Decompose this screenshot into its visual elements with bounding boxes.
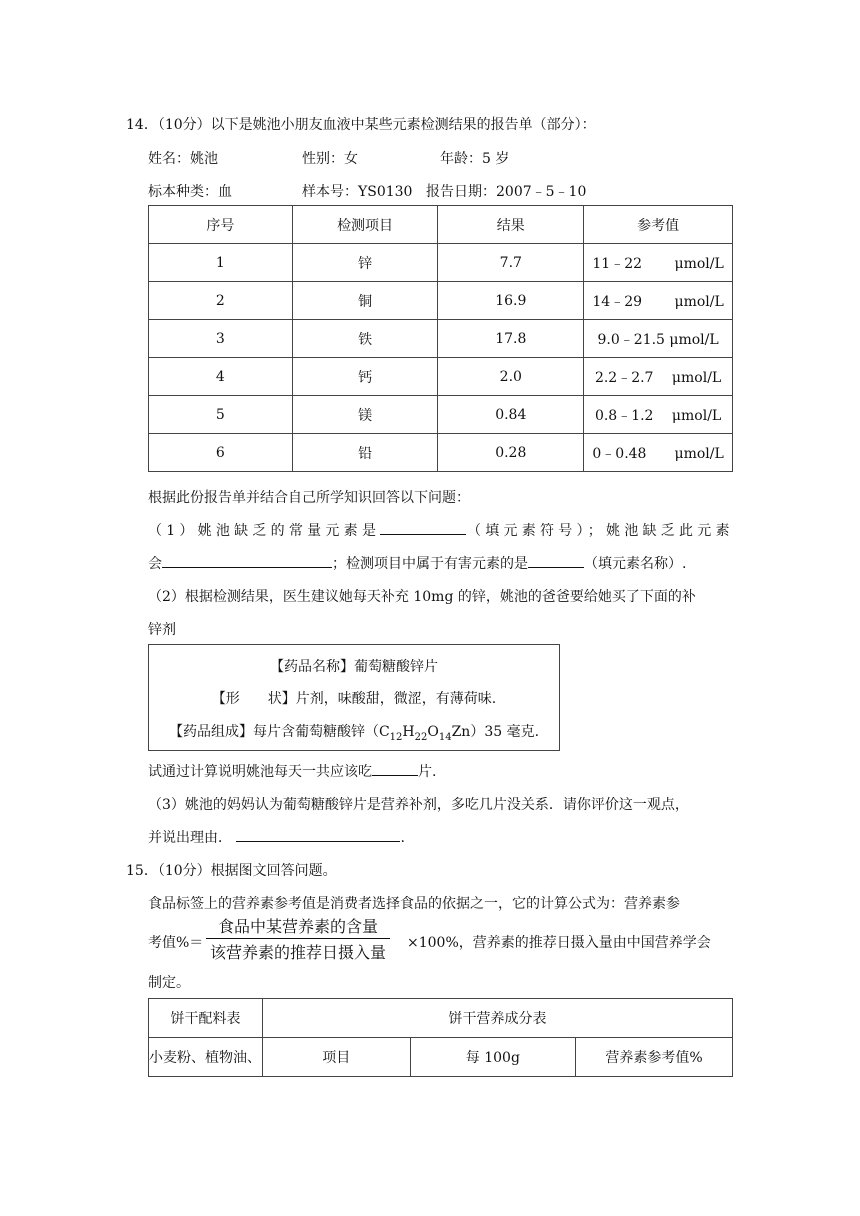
q14-part3-line2 [148,827,405,847]
sample-type: 标本种类：血 [148,184,232,200]
part1-text-a: （1）姚池缺乏的常量元素是 [148,523,381,539]
cell-item: 铁 [292,320,438,358]
cell-no: 6 [149,434,293,472]
cell-no: 4 [149,358,293,396]
part1-text-b: （填元素符号）；姚池缺乏此元素 [466,523,733,539]
formula-denominator: 该营养素的推荐日摄入量 [210,943,387,962]
cell-result: 2.0 [438,358,584,396]
header-reference: 参考值 [584,206,733,244]
nutrient-formula-fraction [206,914,390,963]
q15-formula-post: ×100%，营养素的推荐日摄入量由中国营养学会 [407,935,711,951]
answer-blank-reason[interactable] [236,827,400,842]
q15-paragraph-line3: 制定。 [148,975,190,991]
cell-no: 1 [149,244,293,282]
sample-number: 样本号：YS0130 [302,184,413,200]
table-header-row [149,999,733,1038]
cell-reference: 0﹣0.48 μmol/L [584,434,733,472]
cell-reference: 11﹣22 μmol/L [584,244,733,282]
part1-text-e: （填元素名称）. [584,556,687,572]
header-ingredients: 饼干配料表 [149,999,263,1038]
blood-report-table [148,205,733,472]
table-header-row [149,206,733,244]
cell-item: 锌 [292,244,438,282]
part3-text-b: 并说出理由． [148,830,232,846]
part2-text-c: 试通过计算说明姚池每天一共应该吃 [148,764,372,780]
table-row [149,1038,733,1077]
report-date: 报告日期：2007﹣5﹣10 [426,184,587,200]
q15-paragraph-line1: 食品标签上的营养素参考值是消费者选择食品的依据之一，它的计算公式为：营养素参 [148,896,680,912]
header-result: 结果 [438,206,584,244]
q14-part1-line1 [148,520,733,540]
drug-info-box [148,644,560,751]
table-row [149,282,733,320]
table-row [149,396,733,434]
cell-item: 镁 [292,396,438,434]
answer-blank-effect[interactable] [162,553,332,568]
cell-per-100g: 每 100g [410,1038,576,1077]
drug-name: 【药品名称】葡萄糖酸锌片 [270,659,438,675]
part1-text-d: ；检测项目中属于有害元素的是 [332,556,528,572]
table-row [149,244,733,282]
cell-result: 0.28 [438,434,584,472]
cell-reference-percent: 营养素参考值% [576,1038,733,1077]
q14-part3-line1: （3）姚池的妈妈认为葡萄糖酸锌片是营养补剂，多吃几片没关系．请你评价这一观点， [148,797,689,813]
cell-item: 钙 [292,358,438,396]
answer-blank-harmful-element[interactable] [528,553,584,568]
biscuit-table [148,998,733,1077]
table-row [149,358,733,396]
drug-composition: 【药品组成】每片含葡萄糖酸锌$(C_{12}H_{22}O_{14}Zn)35$ 毫克. [168,724,540,743]
cell-reference: 2.2﹣2.7 μmol/L [584,358,733,396]
cell-ingredients: 小麦粉、植物油、 [149,1038,263,1077]
q14-part2-line3 [148,761,436,781]
drug-shape: 【形 状】片剂，味酸甜，微涩，有薄荷味. [211,691,497,707]
cell-reference: 0.8﹣1.2 μmol/L [584,396,733,434]
q15-formula-pre: 考值%＝ [148,935,204,951]
formula-numerator: 食品中某营养素的含量 [206,914,390,939]
table-row [149,434,733,472]
patient-age: 年龄：5 岁 [440,151,510,167]
cell-item: 铜 [292,282,438,320]
q14-part2-line1: （2）根据检测结果，医生建议她每天补充 10mg 的锌，姚池的爸爸要给她买了下面的补 [148,589,696,605]
part1-text-c: 会 [148,556,162,572]
cell-no: 3 [149,320,293,358]
header-no: 序号 [149,206,293,244]
cell-result: 16.9 [438,282,584,320]
cell-result: 17.8 [438,320,584,358]
header-nutrition: 饼干营养成分表 [262,999,732,1038]
cell-item: 铅 [292,434,438,472]
cell-no: 2 [149,282,293,320]
cell-item: 项目 [262,1038,410,1077]
patient-gender: 性别：女 [302,151,358,167]
q14-part2-line2: 锌剂 [148,622,176,638]
part3-text-c: . [400,830,405,846]
cell-no: 5 [149,396,293,434]
patient-name: 姓名：姚池 [148,151,218,167]
q14-part1-line2 [148,553,686,573]
answer-blank-tablets[interactable] [372,761,418,776]
q15-title: 15．（10分）根据图文回答问题。 [126,863,337,879]
cell-reference: 14﹣29 μmol/L [584,282,733,320]
header-item: 检测项目 [292,206,438,244]
answer-blank-element-symbol[interactable] [380,520,466,535]
q14-title: 14．（10分）以下是姚池小朋友血液中某些元素检测结果的报告单（部分）： [126,117,596,133]
cell-result: 0.84 [438,396,584,434]
table-row [149,320,733,358]
part2-text-d: 片. [418,764,437,780]
q14-intro: 根据此份报告单并结合自己所学知识回答以下问题： [148,490,470,506]
cell-reference: 9.0﹣21.5 μmol/L [584,320,733,358]
cell-result: 7.7 [438,244,584,282]
